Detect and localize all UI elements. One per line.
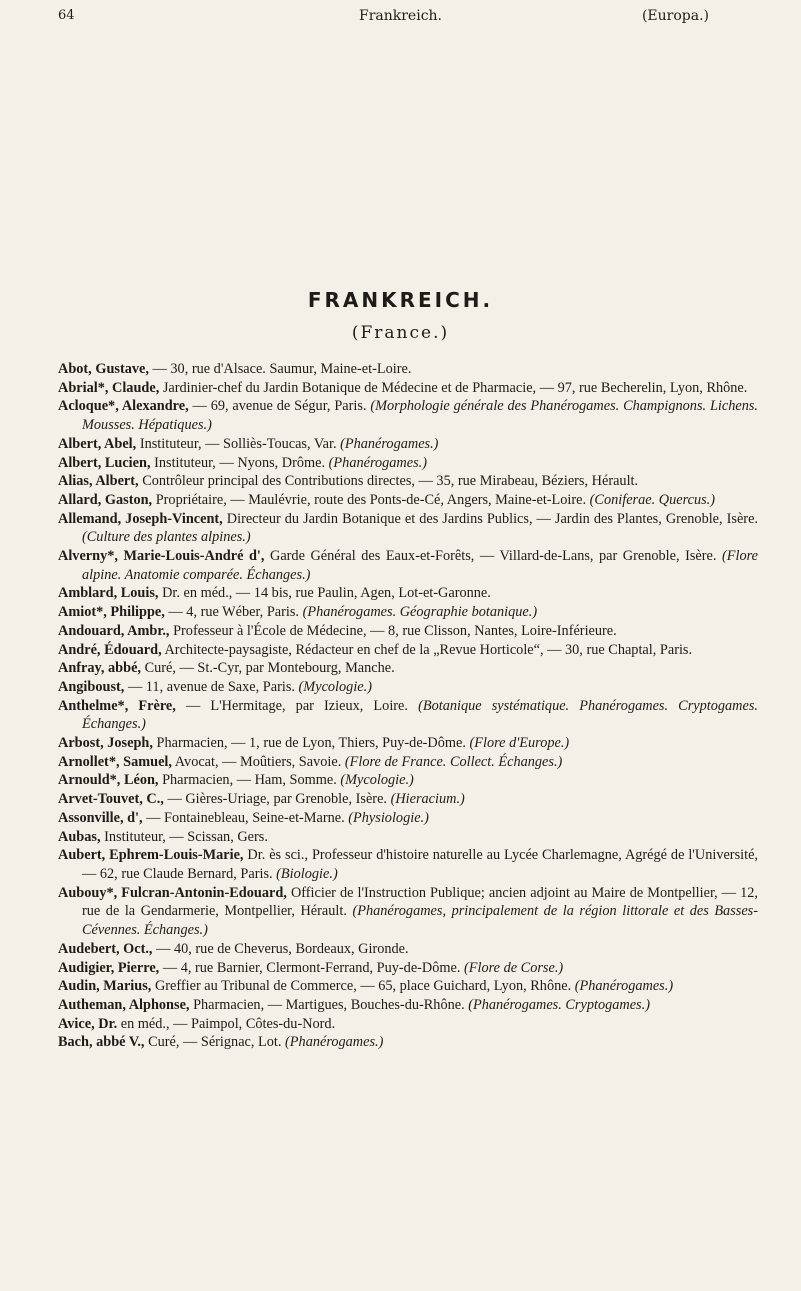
running-region: (Europa.) bbox=[641, 8, 709, 24]
directory-entry bbox=[58, 828, 758, 847]
directory-entry bbox=[58, 753, 758, 772]
entry-name: Alias, Albert, bbox=[58, 473, 139, 490]
entry-name: Aubert, Ephrem-Louis-Marie, bbox=[58, 847, 244, 864]
entry-details: Instituteur, — Nyons, Drôme. bbox=[154, 454, 326, 471]
entry-name: Audin, Marius, bbox=[58, 978, 152, 995]
entry-specialty: (Flore alpine. Anatomie comparée. Échanges.) bbox=[82, 548, 759, 583]
section-subtitle: (France.) bbox=[351, 323, 450, 343]
entry-name: Alverny*, Marie-Louis-André d', bbox=[58, 548, 265, 565]
directory-entry bbox=[58, 884, 758, 940]
entry-name: Acloque*, Alexandre, bbox=[58, 398, 189, 415]
entry-name: Audigier, Pierre, bbox=[58, 959, 160, 976]
entry-details: — 4, rue Barnier, Clermont-Ferrand, Puy-de-Dôme. bbox=[162, 959, 461, 976]
entry-name: Abot, Gustave, bbox=[58, 361, 149, 377]
running-head bbox=[0, 0, 801, 40]
entry-specialty: (Mycologie.) bbox=[298, 678, 372, 695]
entry-specialty: (Physiologie.) bbox=[348, 809, 429, 826]
entry-name: Abrial*, Claude, bbox=[58, 379, 160, 396]
directory-entry bbox=[58, 959, 758, 978]
entry-name: Autheman, Alphonse, bbox=[58, 996, 190, 1013]
entry-name: Albert, Lucien, bbox=[58, 454, 151, 471]
entry-details: — 4, rue Wéber, Paris. bbox=[168, 604, 299, 621]
directory-entry bbox=[58, 771, 758, 790]
entry-specialty: (Flore d'Europe.) bbox=[469, 735, 570, 752]
entry-name: Arnollet*, Samuel, bbox=[58, 753, 172, 770]
entry-name: Anthelme*, Frère, bbox=[58, 697, 176, 714]
directory-entry bbox=[58, 678, 758, 697]
entry-name: Allard, Gaston, bbox=[58, 491, 153, 508]
entry-specialty: (Phanérogames.) bbox=[285, 1034, 384, 1051]
entry-specialty: (Phanérogames.) bbox=[340, 435, 439, 452]
entry-name: Bach, abbé V., bbox=[58, 1034, 145, 1051]
directory-entry bbox=[58, 1033, 758, 1052]
entry-specialty: (Culture des plantes alpines.) bbox=[82, 529, 251, 546]
entry-details: — Fontainebleau, Seine-et-Marne. bbox=[146, 809, 345, 826]
entry-details: Avocat, — Moûtiers, Savoie. bbox=[174, 753, 342, 770]
entry-name: Arnould*, Léon, bbox=[58, 772, 159, 789]
entry-details: en méd., — Paimpol, Côtes-du-Nord. bbox=[120, 1015, 336, 1032]
entry-details: Dr. en méd., — 14 bis, rue Paulin, Agen, Lot-et-Garonne. bbox=[162, 585, 491, 602]
entry-details: — 69, avenue de Ségur, Paris. bbox=[192, 398, 367, 415]
directory-entry bbox=[58, 641, 758, 660]
entry-details: Curé, — St.-Cyr, par Montebourg, Manche. bbox=[144, 660, 395, 677]
entry-specialty: (Phanérogames. Cryptogames.) bbox=[468, 996, 650, 1013]
directory-entry bbox=[58, 996, 758, 1015]
page-number: 64 bbox=[58, 8, 75, 23]
running-title: Frankreich. bbox=[358, 8, 442, 24]
entry-details: Instituteur, — Scissan, Gers. bbox=[104, 828, 268, 845]
entry-details: — 30, rue d'Alsace. Saumur, Maine-et-Loire. bbox=[152, 361, 412, 377]
entry-specialty: (Mycologie.) bbox=[340, 772, 414, 789]
entry-name: Audebert, Oct., bbox=[58, 940, 153, 957]
entry-name: Amiot*, Philippe, bbox=[58, 604, 165, 621]
directory-entry bbox=[58, 547, 758, 584]
entry-details: Garde Général des Eaux-et-Forêts, — Villard-de-Lans, par Grenoble, Isère. bbox=[270, 548, 717, 565]
entry-name: Angiboust, bbox=[58, 678, 125, 695]
directory-entry bbox=[58, 697, 758, 734]
directory-entry bbox=[58, 360, 758, 379]
entry-details: Pharmacien, — 1, rue de Lyon, Thiers, Puy-de-Dôme. bbox=[156, 735, 466, 752]
entry-details: Directeur du Jardin Botanique et des Jardins Publics, — Jardin des Plantes, Grenoble, Isère. bbox=[226, 510, 758, 527]
directory-entry bbox=[58, 491, 758, 510]
entry-details: Pharmacien, — Ham, Somme. bbox=[162, 772, 337, 789]
entry-details: — 40, rue de Cheverus, Bordeaux, Gironde. bbox=[156, 940, 409, 957]
entry-name: Arbost, Joseph, bbox=[58, 735, 153, 752]
entry-specialty: (Biologie.) bbox=[276, 865, 338, 882]
entry-specialty: (Flore de Corse.) bbox=[464, 959, 564, 976]
directory-entry bbox=[58, 435, 758, 454]
directory-entry bbox=[58, 603, 758, 622]
entry-specialty: (Phanérogames, principalement de la région littorale et des Basses-Cévennes. Échanges.) bbox=[82, 903, 758, 939]
directory-entry bbox=[58, 622, 758, 641]
section-title: FRANKREICH. bbox=[307, 288, 494, 312]
entry-specialty: (Phanérogames.) bbox=[328, 454, 428, 471]
directory-entry bbox=[58, 977, 758, 996]
directory-entry bbox=[58, 846, 758, 883]
entry-details: Contrôleur principal des Contributions directes, — 35, rue Mirabeau, Béziers, Hérault. bbox=[142, 473, 639, 490]
entry-specialty: (Hieracium.) bbox=[390, 791, 465, 808]
entry-details: Dr. ès sci., Professeur d'histoire naturelle au Lycée Charlemagne, Agrégé de l'Université, — 62, rue Claude Bernard, Paris. bbox=[82, 847, 758, 882]
directory-entries bbox=[58, 360, 758, 1052]
entry-details: Instituteur, — Solliès-Toucas, Var. bbox=[139, 435, 337, 452]
entry-specialty: (Coniferae. Quercus.) bbox=[589, 491, 716, 508]
entry-name: Avice, Dr. bbox=[58, 1015, 118, 1032]
directory-entry bbox=[58, 940, 758, 959]
entry-name: Aubouy*, Fulcran-Antonin-Edouard, bbox=[58, 884, 287, 901]
entry-details: Officier de l'Instruction Publique; ancien adjoint au Maire de Montpellier, — 12, rue de la Gendarmerie, Montpellier, Hérault. bbox=[82, 884, 758, 920]
entry-details: — Gières-Uriage, par Grenoble, Isère. bbox=[167, 791, 387, 808]
entry-details: Pharmacien, — Martigues, Bouches-du-Rhône. bbox=[193, 996, 465, 1013]
entry-details: — 11, avenue de Saxe, Paris. bbox=[127, 678, 295, 695]
directory-entry bbox=[58, 510, 758, 547]
directory-entry bbox=[58, 734, 758, 753]
entry-name: Allemand, Joseph-Vincent, bbox=[58, 510, 223, 527]
entry-specialty: (Phanérogames. Géographie botanique.) bbox=[302, 604, 538, 621]
directory-entry bbox=[58, 1015, 758, 1034]
directory-entry bbox=[58, 659, 758, 678]
entry-details: Greffier au Tribunal de Commerce, — 65, place Guichard, Lyon, Rhône. bbox=[154, 978, 572, 995]
directory-entry bbox=[58, 397, 758, 434]
entry-specialty: (Phanérogames.) bbox=[574, 978, 674, 995]
entry-details: — L'Hermitage, par Izieux, Loire. bbox=[185, 697, 408, 714]
entry-name: André, Édouard, bbox=[58, 641, 162, 658]
entry-name: Assonville, d', bbox=[58, 809, 143, 826]
entry-name: Anfray, abbé, bbox=[58, 660, 142, 677]
directory-entry bbox=[58, 809, 758, 828]
entry-details: Professeur à l'École de Médecine, — 8, rue Clisson, Nantes, Loire-Inférieure. bbox=[173, 622, 617, 639]
directory-entry bbox=[58, 379, 758, 398]
directory-entry bbox=[58, 472, 758, 491]
entry-specialty: (Flore de France. Collect. Échanges.) bbox=[344, 753, 563, 770]
directory-entry bbox=[58, 790, 758, 809]
entry-name: Albert, Abel, bbox=[58, 435, 137, 452]
entry-details: Curé, — Sérignac, Lot. bbox=[148, 1034, 282, 1051]
entry-details: Jardinier-chef du Jardin Botanique de Médecine et de Pharmacie, — 97, rue Becherelin, Lyon, Rhône. bbox=[162, 379, 748, 396]
entry-details: Propriétaire, — Maulévrie, route des Ponts-de-Cé, Angers, Maine-et-Loire. bbox=[155, 491, 587, 508]
entry-name: Aubas, bbox=[58, 828, 101, 845]
entry-name: Arvet-Touvet, C., bbox=[58, 791, 164, 808]
entry-name: Amblard, Louis, bbox=[58, 585, 159, 602]
directory-entry bbox=[58, 454, 758, 473]
entry-specialty: (Morphologie générale des Phanérogames. Champignons. Lichens. Mousses. Hépatiques.) bbox=[82, 398, 758, 434]
entry-details: Architecte-paysagiste, Rédacteur en chef de la „Revue Horticole“, — 30, rue Chaptal, Paris. bbox=[164, 641, 693, 658]
directory-entry bbox=[58, 584, 758, 603]
entry-name: Andouard, Ambr., bbox=[58, 622, 170, 639]
entry-specialty: (Botanique systématique. Phanérogames. Cryptogames. Échanges.) bbox=[82, 697, 758, 733]
